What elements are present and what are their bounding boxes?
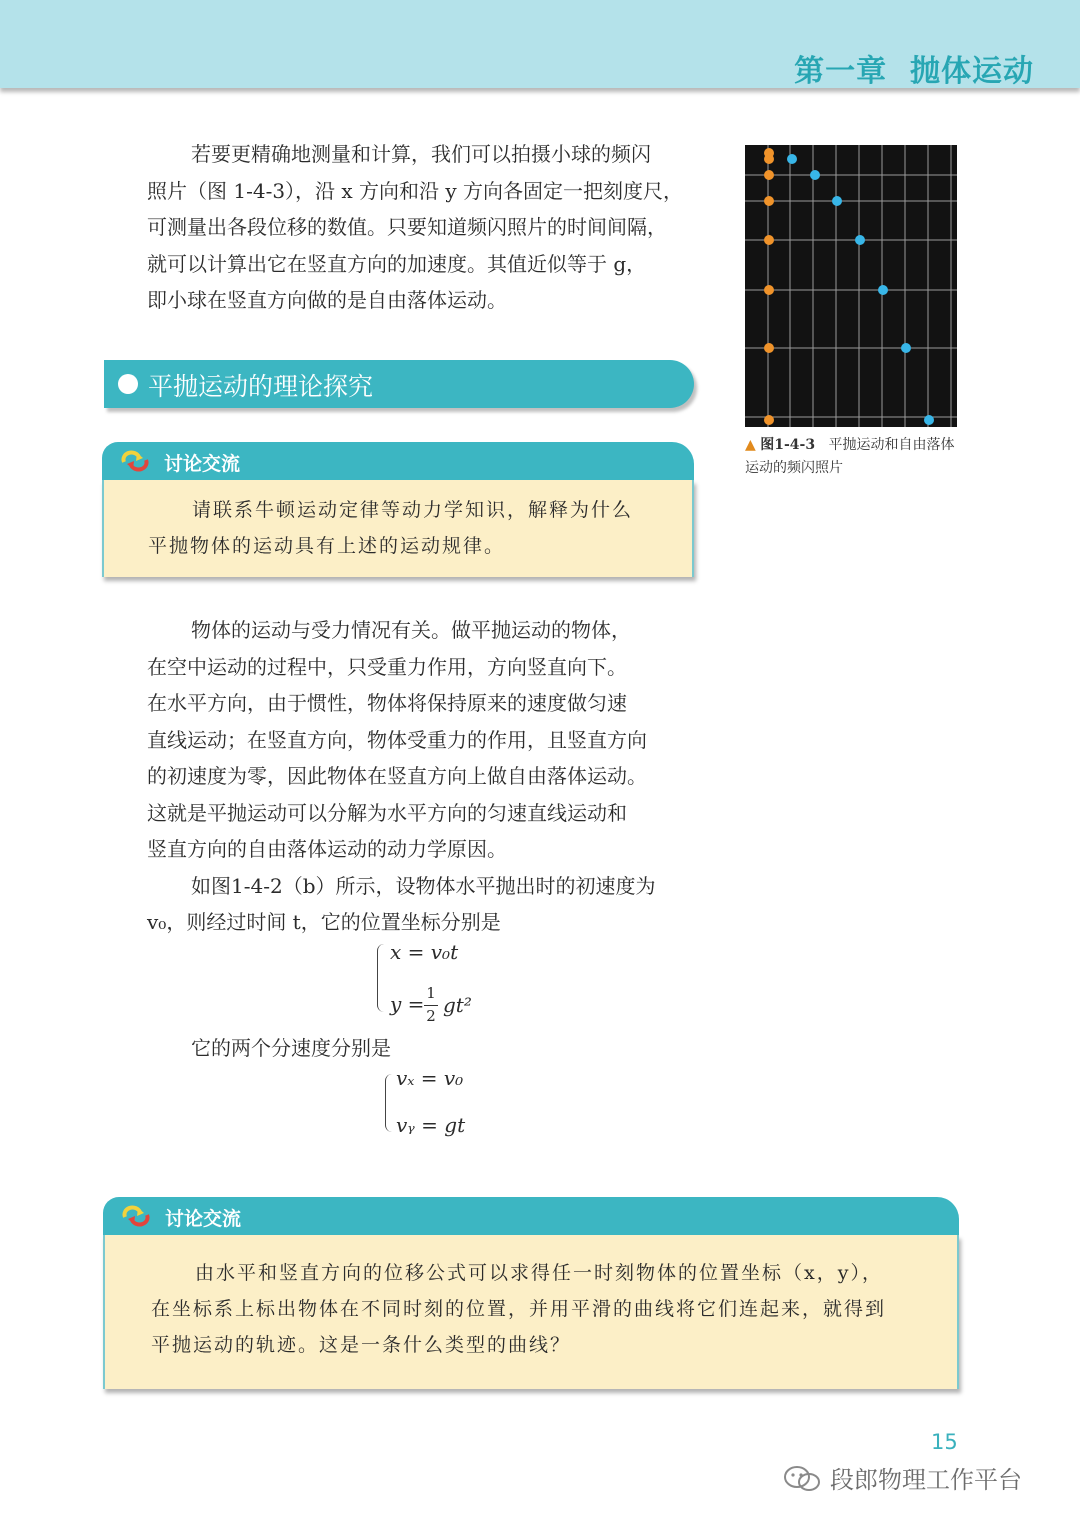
discussion-header [103, 1197, 959, 1235]
section-title: 平抛运动的理论探究 [148, 372, 374, 401]
figure-caption [745, 434, 960, 480]
intro-line: 即小球在竖直方向做的是自由落体运动。 [147, 288, 507, 312]
fraction-line [424, 1005, 438, 1006]
falling-ball [764, 343, 774, 353]
section-heading-bar [104, 360, 694, 408]
thrown-ball [878, 285, 888, 295]
equation-y-right: gt² [443, 993, 472, 1017]
velocity-intro [147, 1030, 695, 1067]
discussion-body [103, 1235, 959, 1389]
falling-ball [764, 154, 774, 164]
thrown-ball [787, 154, 797, 164]
discussion-line: 请联系牛顿运动定律等动力学知识，解释为什么 [192, 499, 634, 521]
equation-brace [377, 944, 384, 1012]
equation-vx: vₓ = v₀ [396, 1066, 464, 1090]
discussion-header [102, 442, 694, 480]
body-line: 物体的运动与受力情况有关。做平抛运动的物体， [191, 618, 631, 642]
discussion-line: 平抛运动的轨迹。这是一条什么类型的曲线？ [151, 1334, 572, 1356]
thrown-ball [855, 235, 865, 245]
thrown-ball [901, 343, 911, 353]
discussion-title: 讨论交流 [165, 1208, 242, 1230]
falling-ball [764, 196, 774, 206]
equation-vy: vᵧ = gt [396, 1113, 466, 1137]
body-line: 在空中运动的过程中，只受重力作用，方向竖直向下。 [147, 654, 627, 679]
discussion-arrows-icon [120, 450, 150, 472]
intro-line: 可测量出各段位移的数值。只要知道频闪照片的时间间隔， [147, 215, 667, 239]
fraction-numerator: 1 [426, 984, 436, 1002]
equation-x: x = v₀t [390, 940, 459, 964]
wechat-icon [782, 1465, 824, 1493]
body-line: 在水平方向，由于惯性，物体将保持原来的速度做匀速 [147, 691, 627, 715]
fraction-denominator: 2 [426, 1007, 436, 1025]
caption-number: 图1-4-3 [760, 437, 816, 453]
watermark-text: 段郎物理工作平台 [830, 1466, 1022, 1494]
body-line: 这就是平抛运动可以分解为水平方向的匀速直线运动和 [147, 800, 627, 825]
section-bullet-icon [118, 374, 138, 394]
chapter-name: 抛体运动 [910, 54, 1034, 89]
intro-line: 就可以计算出它在竖直方向的加速度。其值近似等于 g， [147, 251, 647, 276]
thrown-ball [810, 170, 820, 180]
discussion-box-2 [103, 1197, 959, 1389]
discussion-line: 平抛物体的运动具有上述的运动规律。 [148, 535, 506, 557]
discussion-text [151, 1255, 917, 1363]
caption-triangle-icon: ▲ [745, 437, 756, 453]
body-line: 的初速度为零，因此物体在竖直方向上做自由落体运动。 [147, 764, 647, 788]
body-paragraph [147, 612, 695, 941]
strobe-photo [745, 145, 957, 427]
chapter-number: 第一章 [794, 54, 888, 89]
discussion-body [102, 480, 694, 577]
chapter-title [794, 46, 1034, 90]
page-number: 15 [931, 1430, 958, 1454]
discussion-line: 在坐标系上标出物体在不同时刻的位置，并用平滑的曲线将它们连起来，就得到 [151, 1298, 887, 1320]
body-line: 竖直方向的自由落体运动的动力学原因。 [147, 837, 507, 861]
falling-ball [764, 170, 774, 180]
intro-line: 照片（图 1-4-3），沿 x 方向和沿 y 方向各固定一把刻度尺， [147, 178, 684, 203]
strobe-photo-figure [745, 145, 957, 427]
intro-line: 若要更精确地测量和计算，我们可以拍摄小球的频闪 [191, 142, 651, 166]
intro-paragraph [147, 136, 695, 319]
body-line: v₀，则经过时间 t，它的位置坐标分别是 [147, 910, 501, 934]
equation-brace [385, 1074, 392, 1132]
equation-y-left: y = [390, 992, 425, 1016]
discussion-arrows-icon [121, 1205, 151, 1227]
falling-ball [764, 235, 774, 245]
thrown-ball [832, 196, 842, 206]
chapter-header-band [0, 0, 1080, 88]
velocity-intro-line: 它的两个分速度分别是 [191, 1036, 391, 1060]
caption-text: 平抛运动和自由落体运动的频闪照片 [745, 437, 955, 476]
discussion-box-1 [102, 442, 694, 577]
body-line: 如图1-4-2（b）所示，设物体水平抛出时的初速度为 [191, 873, 656, 898]
discussion-line: 由水平和竖直方向的位移公式可以求得任一时刻物体的位置坐标（x，y）， [195, 1262, 883, 1284]
body-line: 直线运动；在竖直方向，物体受重力的作用，且竖直方向 [147, 727, 647, 752]
thrown-ball [924, 415, 934, 425]
discussion-title: 讨论交流 [164, 453, 241, 475]
discussion-text [148, 492, 654, 564]
falling-ball [764, 415, 774, 425]
falling-ball [764, 285, 774, 295]
